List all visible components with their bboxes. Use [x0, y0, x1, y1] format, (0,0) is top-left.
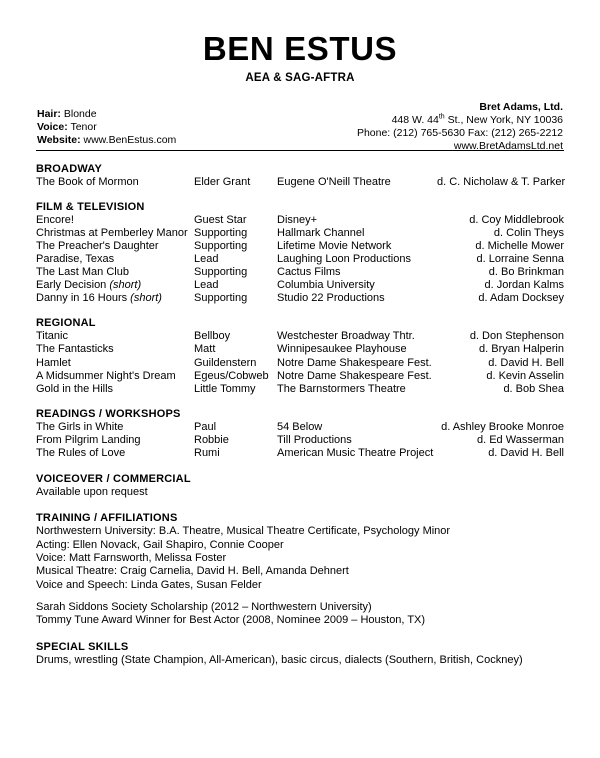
credit-role: Rumi [194, 447, 220, 460]
special-skills-line: Drums, wrestling (State Champion, All-American), basic circus, dialects (Southern, British, Cockney) [36, 653, 523, 666]
table-row [36, 279, 564, 292]
credit-director: d. Michelle Mower [475, 239, 564, 252]
credit-director: d. Ashley Brooke Monroe [441, 420, 564, 433]
credit-role: Guest Star [194, 213, 247, 226]
credit-section [36, 408, 564, 460]
credit-venue: Till Productions [277, 433, 352, 446]
special-skills-lines [36, 654, 564, 667]
credit-venue: Eugene O'Neill Theatre [277, 175, 391, 188]
credit-title [36, 421, 194, 434]
credit-title [36, 214, 194, 227]
credit-role: Guildenstern [194, 356, 257, 369]
credit-title-text: Christmas at Pemberley Manor [36, 226, 188, 239]
credit-title [36, 253, 194, 266]
credit-title-text: Gold in the Hills [36, 382, 114, 395]
credit-venue: Westchester Broadway Thtr. [277, 330, 415, 343]
credit-title [36, 447, 194, 460]
credit-role: Robbie [194, 433, 229, 446]
credit-venue: Laughing Loon Productions [277, 253, 411, 266]
special-skills-section [36, 641, 564, 667]
credit-title-text: A Midsummer Night's Dream [36, 369, 176, 382]
credit-role: Supporting [194, 292, 248, 305]
credit-section [36, 201, 564, 306]
training-line: Voice: Matt Farnsworth, Melissa Foster [36, 552, 227, 565]
personal-detail-label: Website: [37, 134, 81, 147]
credit-venue: Notre Dame Shakespeare Fest. [277, 356, 432, 369]
credit-title-text: The Fantasticks [36, 343, 114, 356]
training-title: TRAINING / AFFILIATIONS [36, 512, 178, 525]
agency-address [357, 114, 563, 127]
agency-name: Bret Adams, Ltd. [479, 100, 563, 113]
credit-role: Bellboy [194, 330, 231, 343]
agency-website[interactable]: www.BretAdamsLtd.net [453, 140, 563, 153]
personal-detail-value: www.BenEstus.com [80, 134, 177, 147]
credit-title-text: Titanic [36, 330, 68, 343]
credit-title-text: Hamlet [36, 356, 71, 369]
credit-title [36, 383, 194, 396]
credit-director: d. Kevin Asselin [486, 369, 564, 382]
credit-title [36, 343, 194, 356]
personal-detail-value: Tenor [67, 120, 97, 133]
credit-director: d. Bryan Halperin [479, 343, 564, 356]
table-row [36, 240, 564, 253]
table-row [36, 253, 564, 266]
credit-director: d. Ed Wasserman [476, 433, 564, 446]
credit-title [36, 434, 194, 447]
credit-director: d. Coy Middlebrook [469, 213, 564, 226]
credit-director: d. Jordan Kalms [484, 279, 564, 292]
section-title: REGIONAL [36, 317, 96, 330]
credit-venue: Studio 22 Productions [277, 292, 385, 305]
training-line: Musical Theatre: Craig Carnelia, David H. Bell, Amanda Dehnert [36, 565, 349, 578]
credit-title-text: Encore! [36, 213, 74, 226]
credit-director: d. Bo Brinkman [488, 266, 564, 279]
credit-director: d. Don Stephenson [469, 330, 564, 343]
voiceover-line: Available upon request [36, 486, 148, 499]
credit-role: Egeus/Cobweb [194, 369, 269, 382]
contact-block [36, 100, 564, 153]
credit-title-text: From Pilgrim Landing [36, 433, 141, 446]
address-post: St., New York, NY 10036 [444, 113, 563, 126]
credit-title-qualifier: (short) [130, 292, 162, 305]
credit-role: Supporting [194, 239, 248, 252]
training-line: Voice and Speech: Linda Gates, Susan Felder [36, 578, 262, 591]
credit-venue: Lifetime Movie Network [277, 239, 392, 252]
credit-title [36, 330, 194, 343]
credit-director: d. Bob Shea [503, 382, 564, 395]
credits-table [36, 421, 564, 460]
page-title: BEN ESTUS [202, 30, 398, 67]
address-pre: 448 W. 44 [391, 113, 439, 126]
credit-title-text: Early Decision [36, 279, 110, 292]
credit-title-text: The Last Man Club [36, 266, 129, 279]
table-row [36, 343, 564, 356]
credit-title-text: The Rules of Love [36, 447, 126, 460]
training-line: Acting: Ellen Novack, Gail Shapiro, Connie Cooper [36, 538, 284, 551]
agency-details [357, 101, 563, 154]
credit-title-text: The Girls in White [36, 420, 124, 433]
credit-director: d. Adam Docksey [478, 292, 564, 305]
credit-role: Supporting [194, 266, 248, 279]
table-row [36, 227, 564, 240]
credit-role: Little Tommy [194, 382, 256, 395]
special-skills-title: SPECIAL SKILLS [36, 640, 129, 653]
training-line: Northwestern University: B.A. Theatre, Musical Theatre Certificate, Psychology Minor [36, 525, 451, 538]
address-ordinal-suffix: th [438, 113, 445, 121]
credit-section [36, 317, 564, 395]
credit-title-text: The Book of Mormon [36, 175, 139, 188]
credit-title-qualifier: (short) [109, 279, 142, 292]
credit-venue: Cactus Films [277, 266, 341, 279]
credit-role: Lead [194, 279, 219, 292]
credit-role: Matt [194, 343, 216, 356]
credit-role: Paul [194, 420, 217, 433]
section-title: BROADWAY [36, 162, 102, 175]
training-section [36, 512, 564, 627]
credit-title [36, 370, 194, 383]
personal-details [37, 108, 176, 148]
voiceover-title: VOICEOVER / COMMERCIAL [36, 473, 191, 486]
personal-detail-value: Blonde [60, 107, 97, 120]
training-lines [36, 525, 564, 591]
credit-title-text: Danny in 16 Hours [36, 292, 131, 305]
credit-title [36, 227, 194, 240]
credit-title [36, 292, 194, 305]
award-line: Tommy Tune Award Winner for Best Actor (2008, Nominee 2009 – Houston, TX) [36, 614, 426, 627]
table-row [36, 266, 564, 279]
credit-title-text: The Preacher's Daughter [36, 239, 159, 252]
credit-director: d. Colin Theys [493, 226, 564, 239]
credit-title [36, 240, 194, 253]
table-row [36, 330, 564, 343]
voiceover-section [36, 473, 564, 499]
credit-title-text: Paradise, Texas [36, 253, 115, 266]
credit-venue: The Barnstormers Theatre [277, 382, 406, 395]
credit-title [36, 357, 194, 370]
table-row [36, 357, 564, 370]
table-row [36, 447, 564, 460]
credit-title [36, 176, 194, 189]
table-row [36, 292, 564, 305]
credit-venue: 54 Below [277, 420, 323, 433]
section-title: FILM & TELEVISION [36, 200, 145, 213]
credits-table [36, 176, 564, 189]
credit-title [36, 279, 194, 292]
personal-detail-label: Hair: [37, 107, 61, 120]
credit-venue: Hallmark Channel [277, 226, 365, 239]
credit-venue: Notre Dame Shakespeare Fest. [277, 369, 432, 382]
credit-venue: Columbia University [277, 279, 375, 292]
credit-sections [36, 163, 564, 461]
union-affiliations: AEA & SAG-AFTRA [245, 71, 355, 84]
credit-title [36, 266, 194, 279]
credit-venue: Disney+ [277, 213, 318, 226]
training-spacer [36, 592, 564, 601]
credit-director: d. David H. Bell [488, 356, 564, 369]
table-row [36, 383, 564, 396]
awards-lines [36, 601, 564, 628]
credits-table [36, 330, 564, 395]
agency-phone-fax: Phone: (212) 765-5630 Fax: (212) 265-2212 [356, 127, 563, 140]
credit-director: d. C. Nicholaw & T. Parker [437, 175, 566, 188]
table-row [36, 370, 564, 383]
personal-detail-label: Voice: [37, 120, 68, 133]
section-title: READINGS / WORKSHOPS [36, 407, 181, 420]
credit-section [36, 163, 564, 189]
personal-detail-row [37, 108, 176, 121]
personal-detail-row [37, 134, 176, 147]
credit-venue: American Music Theatre Project [277, 447, 434, 460]
table-row [36, 421, 564, 434]
personal-detail-row [37, 121, 176, 134]
credits-table [36, 214, 564, 306]
credit-role: Elder Grant [194, 175, 251, 188]
table-row [36, 434, 564, 447]
table-row [36, 176, 564, 189]
table-row [36, 214, 564, 227]
credit-role: Supporting [194, 226, 248, 239]
credit-venue: Winnipesaukee Playhouse [277, 343, 407, 356]
credit-director: d. David H. Bell [488, 447, 564, 460]
award-line: Sarah Siddons Society Scholarship (2012 – Northwestern University) [36, 600, 372, 613]
voiceover-lines [36, 486, 564, 499]
credit-role: Lead [194, 253, 219, 266]
credit-director: d. Lorraine Senna [476, 253, 564, 266]
